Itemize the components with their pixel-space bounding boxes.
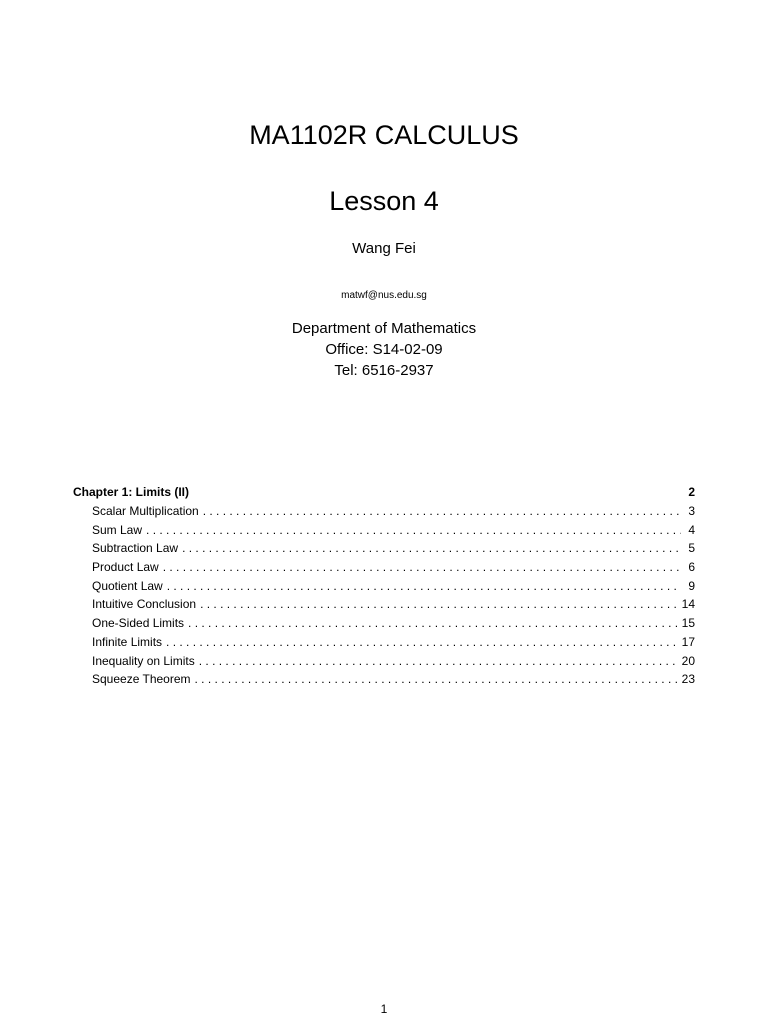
course-title: MA1102R CALCULUS — [249, 120, 519, 150]
toc-item-page: 5 — [688, 541, 695, 556]
table-of-contents — [73, 482, 695, 689]
toc-item-page: 17 — [681, 634, 695, 649]
toc-item[interactable] — [73, 652, 695, 671]
toc-item-page: 4 — [688, 522, 695, 537]
toc-item-page: 3 — [688, 504, 695, 518]
toc-item-page: 14 — [681, 597, 695, 612]
toc-item[interactable] — [73, 614, 695, 633]
toc-item-label: Inequality on Limits — [92, 653, 195, 668]
department: Department of Mathematics — [291, 320, 477, 337]
toc-chapter-page: 2 — [688, 485, 695, 499]
toc-item-label: Product Law — [92, 560, 159, 575]
toc-item-label: Scalar Multiplication — [92, 504, 199, 518]
toc-leader-dots — [146, 521, 681, 540]
toc-item[interactable] — [73, 595, 695, 614]
toc-chapter-label: Chapter 1: Limits (II) — [73, 485, 190, 499]
author-name: Wang Fei — [352, 240, 416, 257]
toc-leader-dots — [200, 595, 678, 614]
toc-item-page: 9 — [688, 578, 695, 593]
toc-item-page: 6 — [688, 560, 695, 575]
toc-leader-dots — [199, 652, 678, 671]
toc-leader-dots — [166, 633, 678, 652]
office: Office: S14-02-09 — [325, 341, 443, 358]
toc-item-label: Sum Law — [92, 522, 143, 537]
toc-leader-dots — [167, 577, 681, 596]
toc-item[interactable] — [73, 521, 695, 540]
toc-item-page: 15 — [681, 616, 695, 631]
toc-leader-dots — [182, 539, 681, 558]
toc-item[interactable] — [73, 502, 695, 521]
toc-item-page: 20 — [681, 653, 695, 668]
toc-leader-dots — [188, 614, 678, 633]
toc-item[interactable] — [73, 539, 695, 558]
toc-item-label: Quotient Law — [92, 578, 163, 593]
toc-item[interactable] — [73, 577, 695, 596]
toc-item[interactable] — [73, 558, 695, 577]
toc-chapter[interactable] — [73, 482, 695, 502]
toc-item-label: Subtraction Law — [92, 541, 179, 556]
toc-leader-dots — [195, 670, 678, 689]
toc-item-label: Infinite Limits — [92, 634, 163, 649]
toc-item-page: 23 — [681, 672, 695, 687]
author-email: matwf@nus.edu.sg — [341, 290, 427, 301]
telephone: Tel: 6516-2937 — [334, 362, 434, 379]
toc-item-label: Squeeze Theorem — [92, 672, 191, 687]
toc-item-label: Intuitive Conclusion — [92, 597, 197, 612]
toc-item-label: One-Sided Limits — [92, 616, 185, 631]
toc-leader-dots — [163, 558, 681, 577]
toc-item[interactable] — [73, 633, 695, 652]
toc-item[interactable] — [73, 670, 695, 689]
contact-block — [0, 318, 768, 381]
lesson-title: Lesson 4 — [329, 186, 439, 216]
toc-leader-dots — [203, 502, 681, 521]
page-number: 1 — [380, 1002, 388, 1016]
